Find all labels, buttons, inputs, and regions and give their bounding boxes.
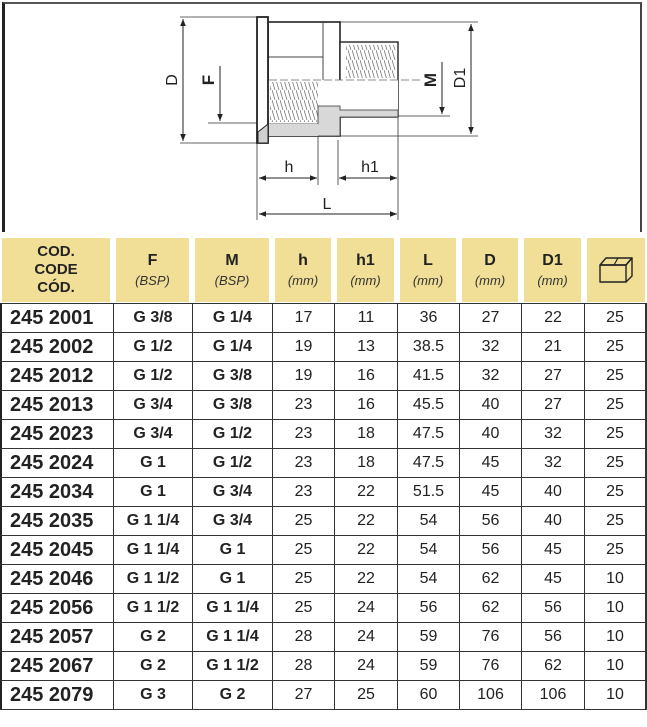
table-row bbox=[0, 477, 645, 506]
cell-f: G 2 bbox=[113, 652, 192, 680]
cell-h1: 18 bbox=[334, 420, 397, 448]
cell-h: 27 bbox=[272, 681, 334, 709]
cell-d1: 22 bbox=[521, 304, 584, 332]
cell-d: 45 bbox=[459, 478, 521, 506]
cell-h1: 24 bbox=[334, 652, 397, 680]
cell-code: 245 2035 bbox=[0, 507, 113, 535]
cell-l: 60 bbox=[397, 681, 459, 709]
cell-h: 25 bbox=[272, 594, 334, 622]
header-unit: (mm) bbox=[537, 272, 568, 288]
header-unit: (BSP) bbox=[135, 272, 170, 288]
cell-l: 56 bbox=[397, 594, 459, 622]
header-d1 bbox=[524, 238, 581, 302]
cell-code: 245 2056 bbox=[0, 594, 113, 622]
cell-h1: 25 bbox=[334, 681, 397, 709]
cell-d1: 32 bbox=[521, 449, 584, 477]
cell-h1: 18 bbox=[334, 449, 397, 477]
cell-quantity: 10 bbox=[584, 652, 645, 680]
cell-l: 51.5 bbox=[397, 478, 459, 506]
cell-h: 23 bbox=[272, 420, 334, 448]
cell-h: 23 bbox=[272, 449, 334, 477]
header-d bbox=[462, 238, 518, 302]
cell-quantity: 25 bbox=[584, 449, 645, 477]
cell-d1: 27 bbox=[521, 362, 584, 390]
cell-quantity: 10 bbox=[584, 565, 645, 593]
cell-m: G 3/4 bbox=[192, 507, 272, 535]
cell-l: 59 bbox=[397, 652, 459, 680]
label-m: M bbox=[421, 72, 440, 88]
cell-d: 40 bbox=[459, 420, 521, 448]
cell-quantity: 10 bbox=[584, 623, 645, 651]
cell-f: G 3/4 bbox=[113, 420, 192, 448]
cell-d: 56 bbox=[459, 507, 521, 535]
table-row bbox=[0, 506, 645, 535]
cell-code: 245 2045 bbox=[0, 536, 113, 564]
cell-quantity: 25 bbox=[584, 333, 645, 361]
cell-m: G 3/8 bbox=[192, 362, 272, 390]
cell-code: 245 2001 bbox=[0, 304, 113, 332]
box-icon bbox=[596, 255, 636, 285]
header-label: M bbox=[225, 251, 239, 269]
cell-d: 62 bbox=[459, 565, 521, 593]
table-row bbox=[0, 332, 645, 361]
label-h1: h1 bbox=[361, 159, 379, 176]
fitting-body bbox=[257, 17, 420, 143]
cell-h: 17 bbox=[272, 304, 334, 332]
cell-l: 54 bbox=[397, 536, 459, 564]
cell-l: 47.5 bbox=[397, 420, 459, 448]
cell-d: 76 bbox=[459, 652, 521, 680]
cell-l: 45.5 bbox=[397, 391, 459, 419]
cell-d1: 21 bbox=[521, 333, 584, 361]
header-l bbox=[400, 238, 456, 302]
cell-h: 28 bbox=[272, 652, 334, 680]
cell-quantity: 25 bbox=[584, 391, 645, 419]
cell-h1: 22 bbox=[334, 507, 397, 535]
cell-m: G 3/8 bbox=[192, 391, 272, 419]
table-row bbox=[0, 535, 645, 564]
cell-quantity: 25 bbox=[584, 507, 645, 535]
cell-h: 25 bbox=[272, 536, 334, 564]
header-h bbox=[275, 238, 331, 302]
cell-h1: 24 bbox=[334, 623, 397, 651]
cell-h1: 22 bbox=[334, 536, 397, 564]
cell-f: G 1 1/4 bbox=[113, 536, 192, 564]
cell-h: 23 bbox=[272, 391, 334, 419]
cell-quantity: 10 bbox=[584, 681, 645, 709]
cell-f: G 1 1/4 bbox=[113, 507, 192, 535]
cell-m: G 1/4 bbox=[192, 333, 272, 361]
cell-d1: 27 bbox=[521, 391, 584, 419]
table-row bbox=[0, 593, 645, 622]
cell-d1: 56 bbox=[521, 623, 584, 651]
cell-l: 38.5 bbox=[397, 333, 459, 361]
technical-drawing bbox=[2, 2, 642, 232]
cell-f: G 1 bbox=[113, 478, 192, 506]
header-unit: (mm) bbox=[474, 272, 506, 288]
label-f: F bbox=[199, 74, 218, 86]
cell-d: 76 bbox=[459, 623, 521, 651]
cell-f: G 1 1/2 bbox=[113, 565, 192, 593]
cell-code: 245 2067 bbox=[0, 652, 113, 680]
table-row bbox=[0, 651, 645, 680]
header-h1 bbox=[337, 238, 394, 302]
table-row bbox=[0, 448, 645, 477]
cell-f: G 1 bbox=[113, 449, 192, 477]
cell-m: G 1 1/2 bbox=[192, 652, 272, 680]
cell-d: 62 bbox=[459, 594, 521, 622]
cell-quantity: 25 bbox=[584, 304, 645, 332]
label-d: D bbox=[164, 74, 181, 86]
table-body bbox=[0, 303, 647, 710]
cell-h1: 16 bbox=[334, 362, 397, 390]
header-label: L bbox=[423, 251, 433, 269]
fitting-drawing bbox=[0, 0, 647, 236]
header-unit: (mm) bbox=[412, 272, 444, 288]
label-l: L bbox=[322, 196, 332, 213]
cell-h: 19 bbox=[272, 362, 334, 390]
cell-l: 59 bbox=[397, 623, 459, 651]
cell-h1: 16 bbox=[334, 391, 397, 419]
cell-l: 54 bbox=[397, 507, 459, 535]
header-code-line: CÓD. bbox=[37, 279, 75, 296]
cell-h: 25 bbox=[272, 507, 334, 535]
label-h: h bbox=[284, 159, 294, 176]
cell-d: 106 bbox=[459, 681, 521, 709]
cell-f: G 2 bbox=[113, 623, 192, 651]
cell-code: 245 2012 bbox=[0, 362, 113, 390]
cell-m: G 3/4 bbox=[192, 478, 272, 506]
cell-d: 45 bbox=[459, 449, 521, 477]
cell-d: 32 bbox=[459, 333, 521, 361]
cell-code: 245 2046 bbox=[0, 565, 113, 593]
table-row bbox=[0, 361, 645, 390]
cell-d1: 40 bbox=[521, 478, 584, 506]
cell-code: 245 2079 bbox=[0, 681, 113, 709]
cell-l: 47.5 bbox=[397, 449, 459, 477]
cell-d: 56 bbox=[459, 536, 521, 564]
table-row bbox=[0, 622, 645, 651]
cell-d1: 45 bbox=[521, 565, 584, 593]
header-unit: (mm) bbox=[287, 272, 319, 288]
cell-d1: 40 bbox=[521, 507, 584, 535]
cell-quantity: 25 bbox=[584, 478, 645, 506]
cell-d: 27 bbox=[459, 304, 521, 332]
cell-m: G 1 bbox=[192, 536, 272, 564]
cell-f: G 1/2 bbox=[113, 362, 192, 390]
cell-d1: 62 bbox=[521, 652, 584, 680]
label-d1: D1 bbox=[452, 67, 469, 89]
cell-quantity: 25 bbox=[584, 420, 645, 448]
header-code-line: COD. bbox=[37, 243, 75, 260]
cell-d: 40 bbox=[459, 391, 521, 419]
cell-h: 28 bbox=[272, 623, 334, 651]
header-unit: (BSP) bbox=[214, 272, 250, 288]
header-quantity bbox=[587, 238, 645, 302]
cell-code: 245 2023 bbox=[0, 420, 113, 448]
table-row bbox=[0, 680, 645, 710]
cell-quantity: 25 bbox=[584, 362, 645, 390]
cell-h1: 11 bbox=[334, 304, 397, 332]
cell-f: G 1 1/2 bbox=[113, 594, 192, 622]
cell-f: G 3/4 bbox=[113, 391, 192, 419]
cell-f: G 3 bbox=[113, 681, 192, 709]
header-m bbox=[195, 238, 269, 302]
header-code bbox=[2, 238, 110, 302]
table-row bbox=[0, 303, 645, 332]
cell-h1: 24 bbox=[334, 594, 397, 622]
cell-code: 245 2057 bbox=[0, 623, 113, 651]
cell-h1: 13 bbox=[334, 333, 397, 361]
cell-l: 36 bbox=[397, 304, 459, 332]
cell-quantity: 10 bbox=[584, 594, 645, 622]
cell-m: G 1/2 bbox=[192, 420, 272, 448]
cell-d1: 56 bbox=[521, 594, 584, 622]
cell-code: 245 2013 bbox=[0, 391, 113, 419]
cell-d: 32 bbox=[459, 362, 521, 390]
header-code-line: CODE bbox=[34, 261, 78, 278]
cell-quantity: 25 bbox=[584, 536, 645, 564]
header-unit: (mm) bbox=[350, 272, 381, 288]
cell-code: 245 2002 bbox=[0, 333, 113, 361]
cell-h1: 22 bbox=[334, 478, 397, 506]
cell-l: 41.5 bbox=[397, 362, 459, 390]
header-label: D bbox=[484, 251, 496, 269]
cell-h: 23 bbox=[272, 478, 334, 506]
table-row bbox=[0, 564, 645, 593]
cell-m: G 1/2 bbox=[192, 449, 272, 477]
cell-h: 19 bbox=[272, 333, 334, 361]
table-row bbox=[0, 419, 645, 448]
cell-m: G 1 1/4 bbox=[192, 594, 272, 622]
cell-code: 245 2034 bbox=[0, 478, 113, 506]
header-label: F bbox=[147, 251, 158, 269]
cell-m: G 1/4 bbox=[192, 304, 272, 332]
cell-d1: 32 bbox=[521, 420, 584, 448]
header-label: h1 bbox=[356, 251, 375, 269]
cell-l: 54 bbox=[397, 565, 459, 593]
cell-code: 245 2024 bbox=[0, 449, 113, 477]
cell-f: G 3/8 bbox=[113, 304, 192, 332]
header-label: D1 bbox=[542, 251, 563, 269]
cell-h1: 22 bbox=[334, 565, 397, 593]
cell-m: G 1 bbox=[192, 565, 272, 593]
cell-h: 25 bbox=[272, 565, 334, 593]
cell-m: G 2 bbox=[192, 681, 272, 709]
cell-f: G 1/2 bbox=[113, 333, 192, 361]
cell-m: G 1 1/4 bbox=[192, 623, 272, 651]
cell-d1: 106 bbox=[521, 681, 584, 709]
header-label: h bbox=[298, 251, 308, 269]
header-f bbox=[116, 238, 189, 302]
table-row bbox=[0, 390, 645, 419]
cell-d1: 45 bbox=[521, 536, 584, 564]
